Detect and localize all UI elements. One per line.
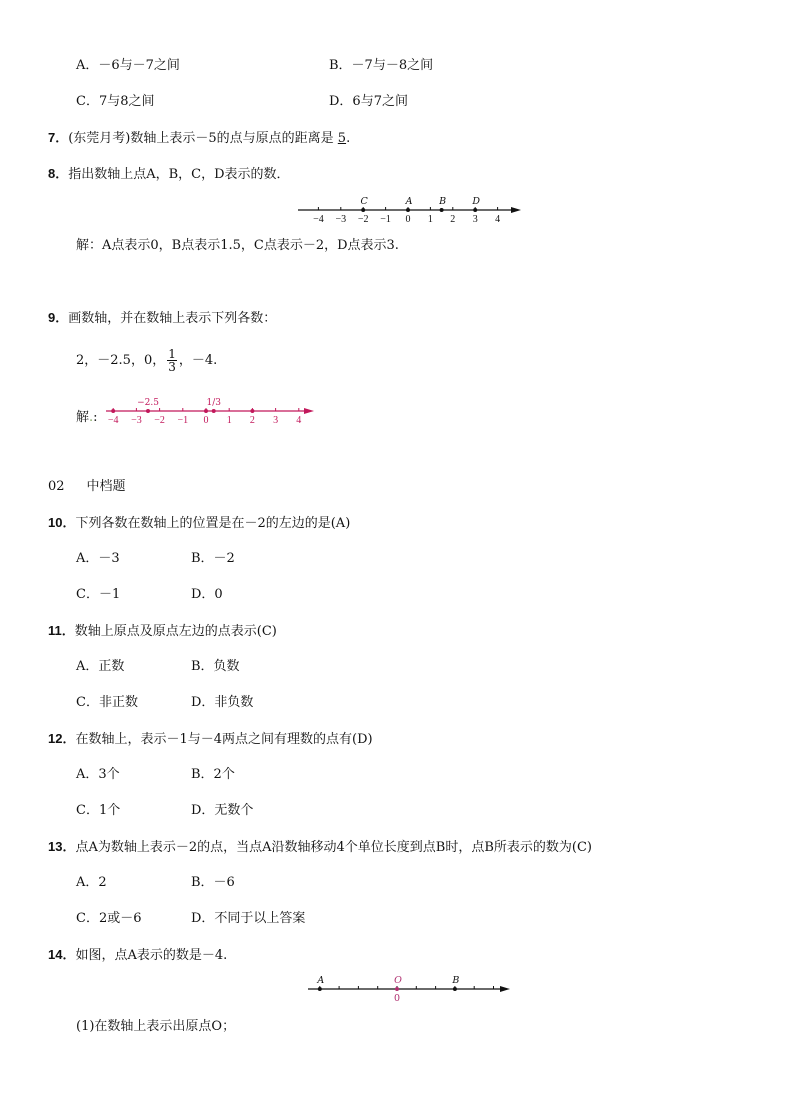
q12-option-c: C．1个	[76, 803, 121, 818]
q10-option-d: D．0	[191, 587, 223, 602]
q14-numberline-arrow-icon	[500, 986, 510, 992]
q14-numberline-point	[453, 987, 457, 991]
q9-list-b: ，－4.	[178, 353, 218, 368]
q11-text: 数轴上原点及原点左边的点表示(C)	[74, 624, 277, 639]
q9-text: 画数轴，并在数轴上表示下列各数：	[68, 311, 277, 326]
q14-subquestion-1: (1)在数轴上表示出原点O；	[76, 1019, 236, 1034]
q7-text: (东莞月考)数轴上表示－5的点与原点的距离是	[68, 131, 334, 146]
q10-number: 10．	[48, 515, 76, 530]
q8-numberline-point-label: C	[360, 196, 368, 207]
q9-numberline-arrow-icon	[304, 408, 314, 414]
q10-option-a: A．－3	[76, 551, 120, 566]
q13-option-d: D．不同于以上答案	[191, 911, 306, 926]
section-title: 中档题	[86, 479, 126, 494]
q13-option-b: B．－6	[191, 875, 235, 890]
q9-solution-label: 解.:	[76, 410, 98, 425]
q12-number: 12．	[48, 731, 76, 746]
q12-option-d: D．无数个	[191, 803, 254, 818]
q14-numberline-point	[395, 987, 399, 991]
q14-text: 如图，点A表示的数是－4.	[75, 948, 228, 963]
q8-numberline-point-label: D	[472, 196, 481, 207]
q9-list-a: 2，－2.5，0，	[76, 353, 166, 368]
q9-numberline-tick-label: −2	[154, 415, 165, 426]
q10-option-c: C．－1	[76, 587, 121, 602]
q8-numberline-tick-label: −1	[380, 214, 391, 225]
q9-numberline-tick-label: 3	[273, 415, 279, 426]
q9-numberline-point-label: 1/3	[206, 398, 221, 408]
q9-numberline-point	[212, 409, 216, 413]
q11-option-c: C．非正数	[76, 695, 138, 710]
q8-numberline-point-label: A	[405, 196, 413, 207]
q13-option-c: C．2或－6	[76, 911, 142, 926]
q8-text: 指出数轴上点A，B，C，D表示的数．	[68, 167, 290, 182]
q14-numberline-point-label: A	[317, 975, 325, 986]
q9-numberline-tick-label: −1	[177, 415, 189, 426]
q9-numberline-point	[250, 409, 254, 413]
q13-option-a: A．2	[76, 875, 107, 890]
q14-number: 14．	[48, 947, 76, 962]
q12-option-b: B．2个	[191, 767, 235, 782]
q9-numberline-tick-label: 1	[226, 415, 232, 426]
q8-numberline-tick-label: 2	[450, 214, 456, 225]
fraction-numerator: 1	[168, 347, 176, 361]
section-number: 02	[48, 479, 65, 494]
q9-numberline-point-label: −2.5	[137, 398, 159, 408]
q11-option-d: D．非负数	[191, 695, 254, 710]
q14-numberline-point-sublabel: 0	[393, 993, 401, 1004]
q9-numberline-point	[146, 409, 150, 413]
solution-label: 解	[76, 410, 90, 425]
q6-option-a: A．－6与－7之间	[76, 58, 180, 73]
q8-numberline-point	[473, 208, 477, 212]
q8-solution: 解：A点表示0，B点表示1.5，C点表示－2，D点表示3.	[76, 238, 399, 253]
q9-numberline-tick-label: −4	[107, 415, 119, 426]
q6-option-b: B．－7与－8之间	[329, 58, 434, 73]
q12-option-a: A．3个	[76, 767, 120, 782]
q6-option-c: C．7与8之间	[76, 94, 155, 109]
q10-text: 下列各数在数轴上的位置是在－2的左边的是(A)	[75, 516, 351, 531]
q7-number: 7．	[48, 130, 69, 145]
q14-numberline-point	[318, 987, 322, 991]
q11-option-b: B．负数	[191, 659, 240, 674]
q9-numberline-tick-label: −3	[131, 415, 142, 426]
fraction-denominator: 3	[168, 360, 176, 374]
q8-numberline-tick-label: 1	[427, 214, 433, 225]
q8-numberline-arrow-icon	[511, 207, 521, 213]
q11-number: 11．	[48, 623, 75, 638]
q9-numberline-tick-label: 2	[249, 415, 255, 426]
q14-numberline-point-label: O	[394, 975, 402, 986]
q8-numberline-tick-label: −4	[313, 214, 324, 225]
q9-numberline-point	[204, 409, 208, 413]
q13-text: 点A为数轴上表示－2的点，当点A沿数轴移动4个单位长度到点B时，点B所表示的数为(C)	[75, 840, 592, 855]
q6-option-d: D．6与7之间	[329, 94, 408, 109]
q8-numberline-point-label: B	[439, 196, 447, 207]
q8-numberline-point	[406, 208, 410, 212]
q10-option-b: B．－2	[191, 551, 235, 566]
q12-text: 在数轴上，表示－1与－4两点之间有理数的点有(D)	[75, 732, 373, 747]
q7-answer: 5	[337, 131, 347, 146]
q13-number: 13．	[48, 839, 76, 854]
q9-number: 9．	[48, 310, 69, 325]
q7-end: .	[346, 131, 351, 146]
q8-numberline-point	[361, 208, 365, 212]
q8-numberline-tick-label: 4	[495, 214, 501, 225]
q8-numberline-tick-label: −2	[357, 214, 369, 225]
q8-numberline-tick-label: −3	[335, 214, 347, 225]
q14-numberline-point-label: B	[452, 975, 460, 986]
q9-numberline-tick-label: 4	[296, 415, 302, 426]
q9-numberline-point	[111, 409, 115, 413]
q8-numberline-point	[440, 208, 444, 212]
q11-option-a: A．正数	[76, 659, 125, 674]
q8-numberline-tick-label: 0	[405, 214, 411, 225]
q9-numberline-tick-label: 0	[203, 415, 209, 426]
q8-numberline-tick-label: 3	[472, 214, 478, 225]
q8-number: 8．	[48, 166, 69, 181]
